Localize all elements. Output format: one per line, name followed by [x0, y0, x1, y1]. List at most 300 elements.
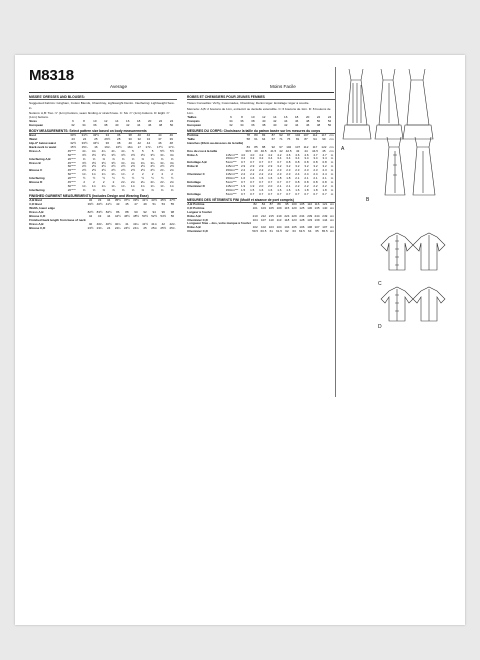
row-label: Blouse C: [29, 168, 43, 173]
cell: 47½: [169, 198, 176, 203]
fabrics-text: Suggested Fabrics: Gingham, Cotton Blends, Chambray, Lightweight Denim. Interfacing: Lightweight Sew-in.: [29, 101, 175, 110]
cell: 2½: [160, 164, 165, 169]
cell: 0.7: [304, 191, 309, 196]
cell: 32½: [70, 140, 77, 145]
cell: 0.8: [313, 160, 318, 165]
cell: ⅜: [170, 187, 174, 192]
fabric-width: 51cm***: [225, 160, 237, 165]
cell: 2.4: [304, 172, 309, 177]
cell: ⅜: [151, 156, 154, 161]
cell: 3.2: [304, 164, 309, 169]
cell: 4¾: [82, 148, 87, 153]
cell: 2.2: [295, 183, 300, 188]
fabric-width: 45"***: [67, 160, 76, 165]
cell: 0.8: [322, 160, 327, 165]
cell: 2: [161, 172, 164, 177]
cell: ⅜: [121, 156, 125, 161]
cell: 48: [316, 122, 321, 127]
cell: 0.8: [313, 179, 318, 184]
row-label: Dress A,B: [29, 221, 44, 226]
table-row: [29, 124, 177, 128]
cell: 102: [286, 144, 292, 149]
cell: 0.7: [295, 191, 300, 196]
cell: 46: [305, 122, 310, 127]
row-label: European: [29, 122, 44, 127]
unit: m: [330, 172, 334, 177]
cell: 3½: [140, 152, 145, 157]
cell: 56: [170, 213, 175, 218]
cell: 4.2: [259, 152, 264, 157]
cell: 107: [322, 225, 328, 230]
cell: 43: [295, 148, 300, 153]
row-label: Blouse C,D: [29, 225, 46, 230]
row-label: Dress B: [29, 160, 41, 165]
row-label: Blouse C,D: [29, 213, 46, 218]
cell: 0.7: [250, 191, 255, 196]
cell: 1.8: [277, 175, 282, 180]
cell: 104: [284, 225, 290, 230]
cell: 2.4: [313, 172, 318, 177]
cell: 17¼: [145, 144, 152, 149]
fabric-width: 150cm***: [225, 175, 239, 180]
cell: 2½: [140, 168, 145, 173]
cell: 28: [117, 137, 121, 142]
cell: 36: [117, 133, 121, 138]
cell: 37: [158, 137, 162, 142]
cell: 0.7: [250, 160, 255, 165]
cell: 34: [82, 122, 86, 127]
cell: 2.3: [286, 172, 291, 177]
cell: 103: [268, 225, 274, 230]
table-row: [187, 230, 335, 234]
cell: 2½: [91, 164, 97, 169]
cell: 3.2: [295, 164, 300, 169]
cell: 80: [254, 132, 258, 137]
cell: 17½: [156, 144, 163, 149]
french-column: [187, 94, 335, 234]
row-label: Bust: [29, 133, 36, 138]
cell: 16¾: [127, 144, 134, 149]
cell: 2½: [101, 164, 106, 169]
unit: cm: [329, 136, 334, 141]
cell: 94: [313, 136, 317, 141]
cell: 1¾: [121, 172, 126, 177]
cell: 2.9: [250, 164, 255, 169]
cell: ⅜: [141, 187, 145, 192]
cell: 107: [303, 132, 309, 137]
cell: 2.9: [241, 164, 246, 169]
cell: 1.6: [268, 175, 273, 180]
cell: 3.2: [241, 156, 246, 161]
cell: 2.1: [277, 183, 282, 188]
cell: 1¾: [160, 183, 165, 188]
cell: 64: [308, 229, 312, 234]
cell: 42: [279, 148, 283, 153]
cell: 2.1: [304, 175, 309, 180]
cell: 2.3: [277, 172, 282, 177]
cell: 2.2: [259, 168, 264, 173]
cell: 0.7: [259, 179, 264, 184]
cell: 32: [229, 122, 233, 127]
cell: 249: [322, 213, 328, 218]
cell: 44: [158, 133, 162, 138]
unit: m: [330, 156, 334, 161]
cell: 41½: [142, 198, 148, 203]
cell: 46: [158, 140, 162, 145]
cell: 102: [260, 225, 266, 230]
row-label: Dress A: [29, 148, 41, 153]
cell: 1¾: [170, 183, 175, 188]
cell: 36: [240, 118, 244, 123]
cell: 32: [137, 137, 141, 142]
fabric-width: 20"***: [67, 156, 76, 161]
cell: 3½: [101, 152, 106, 157]
cell: 30½: [70, 133, 77, 138]
cell: 2½: [121, 164, 126, 169]
cell: 107: [295, 144, 301, 149]
cell: 109: [276, 205, 282, 210]
cell: 42¼: [169, 221, 176, 226]
cell: 3.4: [286, 156, 291, 161]
body-measurements-title: MESURES DU CORPS: Choisissez la taille du patron basée sur les mesures du corps: [187, 129, 335, 134]
cell: 1.8: [322, 187, 327, 192]
cell: 2½: [130, 164, 136, 169]
cell: 42: [126, 122, 130, 127]
cell: 46: [169, 133, 173, 138]
cell: 3.4: [268, 156, 273, 161]
cell: ⅜: [102, 187, 105, 192]
cell: 97: [287, 132, 291, 137]
cell: 43½: [151, 198, 158, 203]
cell: 54½: [160, 213, 167, 218]
cell: 40: [128, 140, 132, 145]
cell: 1¾: [91, 172, 97, 177]
cell: 234: [299, 213, 305, 218]
cell: 40: [137, 133, 141, 138]
cell: 20: [305, 114, 310, 119]
cell: 46½: [123, 213, 130, 218]
cell: 4.6: [286, 152, 291, 157]
cell: 15½: [70, 144, 77, 149]
cell: ½: [112, 176, 115, 181]
cell: 50½: [142, 213, 148, 218]
cell: 0.8: [304, 179, 309, 184]
cell: 139: [314, 217, 320, 222]
cell: 2: [93, 180, 95, 185]
cell: 76: [287, 136, 291, 141]
row-label: Back-neck to waist: [29, 144, 57, 149]
cell: 5: [151, 148, 154, 153]
cell: ½: [102, 176, 105, 181]
fabrics-text: Tissus Conseillés: Vichy, Cotonnades, Chambray, Denim léger. Entoilage: léger à coudre.: [187, 101, 310, 106]
row-label: Entoilage: [187, 179, 201, 184]
row-label: C,D Poitrine: [187, 205, 205, 210]
cell: 1¾: [111, 172, 116, 177]
cell: 41½: [142, 221, 148, 226]
cell: 102: [295, 132, 301, 137]
cell: 1¾: [101, 183, 106, 188]
cell: 50: [327, 122, 332, 127]
cell: 121: [322, 201, 328, 206]
cell: 89: [277, 201, 281, 206]
cell: 78: [246, 132, 250, 137]
cell: 106: [299, 225, 305, 230]
cell: 65: [315, 229, 319, 234]
cell: 1.6: [277, 187, 282, 192]
cell: 4.0: [250, 152, 255, 157]
table-row: [29, 227, 177, 231]
view-d-illustration: [381, 287, 445, 321]
cell: 2½: [101, 168, 106, 173]
cell: 244: [314, 213, 320, 218]
row-label: Interfacing: [29, 187, 45, 192]
cell: 25: [143, 225, 147, 230]
unit: m: [330, 183, 334, 188]
cell: 2½: [150, 168, 155, 173]
cell: 2: [83, 180, 86, 185]
cell: 24: [327, 114, 332, 119]
cell: 3.2: [322, 164, 327, 169]
row-label: Interfacing: [29, 176, 45, 181]
cell: 36: [93, 122, 97, 127]
view-b-label: B: [366, 197, 370, 203]
cell: 1.6: [259, 187, 264, 192]
cell: 42: [273, 118, 277, 123]
cell: 1.6: [268, 187, 273, 192]
cell: 41½: [105, 202, 112, 207]
cell: 122: [321, 144, 327, 149]
cell: 3.2: [250, 156, 255, 161]
cell: 26½: [104, 137, 111, 142]
cell: 84½: [105, 209, 112, 214]
row-label: Dress A,B: [29, 209, 44, 214]
cell: 16½: [115, 144, 122, 149]
cell: 61: [269, 229, 273, 234]
cell: 2.2: [313, 183, 318, 188]
row-label: Waist: [29, 137, 38, 142]
section-title: MISSES' DRESSES AND BLOUSES:: [29, 95, 177, 100]
fabric-width: 60"***: [67, 164, 76, 169]
row-label: Français: [187, 118, 200, 123]
unit: cm: [329, 217, 334, 222]
cell: 36: [251, 122, 255, 127]
pattern-envelope-back: [15, 55, 465, 625]
cell: 100: [291, 201, 297, 206]
row-label: Hanches (23cm au-dessous de la taille): [187, 140, 244, 145]
cell: 0.7: [259, 191, 264, 196]
cell: 1.8: [313, 187, 318, 192]
english-column: [29, 94, 177, 230]
cell: 130: [307, 205, 313, 210]
cell: 2¼: [150, 180, 155, 185]
cell: 0.7: [250, 179, 255, 184]
cell: ⅜: [82, 156, 86, 161]
cell: 1.8: [286, 175, 291, 180]
cell: 55: [170, 202, 175, 207]
cell: 43: [97, 213, 102, 218]
fabric-width: 115cm***: [225, 183, 239, 188]
cell: 102: [252, 225, 258, 230]
row-label: Largeur à l'ourlet: [187, 209, 212, 214]
cell: 46: [147, 122, 152, 127]
cell: 42: [161, 221, 165, 226]
cell: 5: [141, 148, 144, 153]
cell: 2.2: [268, 172, 273, 177]
cell: 1¾: [121, 183, 126, 188]
fabric-width: 51cm***: [225, 179, 237, 184]
row-label: Entoilage A,B: [187, 160, 207, 165]
cell: 4.7: [313, 152, 318, 157]
cell: 3½: [111, 160, 116, 165]
row-label: A,B Bust: [29, 198, 42, 203]
cell: 1.5: [250, 187, 255, 192]
row-label: Finished back length from base of neck: [29, 217, 86, 222]
notions-text: Notions: A,B: Two ⅞" (1cm) buttons, seam binding or stretch lace. C: Six ⅞" (1cm) buttons. D: Eight ⅞" (1cm) buttons.: [29, 110, 170, 119]
cell: 48: [305, 118, 310, 123]
cell: 97: [279, 144, 283, 149]
cell: 2.0: [259, 183, 264, 188]
cell: 3½: [121, 152, 126, 157]
cell: 44.5: [312, 148, 318, 153]
cell: 38: [251, 118, 255, 123]
cell: 2: [112, 180, 115, 185]
cell: 3.2: [277, 164, 282, 169]
cell: 34: [229, 118, 233, 123]
cell: 0.7: [277, 160, 282, 165]
cell: 3½: [82, 160, 87, 165]
cell: 2: [102, 180, 105, 185]
cell: 1.8: [304, 187, 309, 192]
cell: 0.7: [286, 179, 291, 184]
cell: 3½: [130, 152, 136, 157]
cell: 4.7: [322, 152, 327, 157]
cell: 10: [251, 114, 255, 119]
cell: 0.7: [241, 179, 246, 184]
body-measurements-title: BODY MEASUREMENTS: Select pattern size based on body measurements: [29, 129, 177, 134]
cell: ½: [121, 176, 125, 181]
cell: 0.7: [259, 160, 264, 165]
cell: 25¾: [169, 225, 176, 230]
cell: 87: [271, 132, 275, 137]
cell: 38: [262, 122, 266, 127]
cell: 118: [284, 217, 290, 222]
cell: 85: [254, 144, 258, 149]
cell: 0.7: [277, 191, 282, 196]
unit: m: [330, 187, 334, 192]
cell: 41: [125, 221, 129, 226]
fabric-width: 45"***: [67, 180, 76, 185]
cell: 36: [105, 140, 109, 145]
finished-measurements-title: FINISHED GARMENT MEASUREMENTS (Includes Design and Wearing Ease): [29, 194, 177, 199]
cell: 38: [117, 140, 121, 145]
cell: 239: [307, 213, 313, 218]
cell: 65.5: [321, 229, 328, 234]
cell: 87: [304, 136, 308, 141]
cell: 2.4: [322, 172, 327, 177]
cell: ⅜: [131, 187, 135, 192]
finished-measurements-table: [187, 203, 335, 234]
cell: 116: [314, 201, 320, 206]
cell: 215: [268, 213, 274, 218]
cell: ½: [141, 176, 145, 181]
cell: 120: [291, 205, 297, 210]
table-row: [29, 189, 177, 193]
cell: 8: [83, 118, 85, 123]
cell: 123: [291, 217, 297, 222]
cell: 24: [169, 118, 174, 123]
cell: 2.2: [250, 172, 255, 177]
cell: 133: [307, 217, 313, 222]
cell: 90: [134, 209, 138, 214]
cell: 34: [240, 122, 244, 127]
cell: 117: [312, 144, 318, 149]
cell: 14: [115, 118, 119, 123]
unit: m: [330, 179, 334, 184]
fabric-width: 45"***: [67, 148, 76, 153]
cell: 84: [261, 201, 266, 206]
cell: 42: [137, 140, 141, 145]
view-illustrations: [337, 65, 461, 355]
cell: 2.1: [286, 183, 291, 188]
cell: ½: [131, 176, 135, 181]
fabric-width: 20"***: [67, 187, 76, 192]
unit: cm: [329, 205, 334, 210]
cell: ½: [82, 176, 86, 181]
cell: 0.7: [286, 191, 291, 196]
fabric-width: 20"***: [67, 176, 76, 181]
cell: 4¾: [91, 148, 97, 153]
cell: 83½: [96, 209, 103, 214]
cell: 24¼: [114, 225, 121, 230]
view-c-illustration: [381, 233, 445, 270]
section-title: ROBES ET CHEMISIERS POUR JEUNES FEMMES: [187, 95, 335, 100]
fabric-width: 150cm***: [225, 168, 239, 173]
row-label: Hip-9" below waist: [29, 140, 56, 145]
fabric-width: 150cm***: [225, 187, 239, 192]
cell: 2.4: [295, 172, 300, 177]
cell: 1¾: [130, 183, 136, 188]
cell: 3¾: [130, 160, 136, 165]
cell: 5½: [170, 148, 175, 153]
sizes-table: [29, 120, 177, 128]
row-label: Robe A: [187, 152, 198, 157]
cell: 4¾: [101, 148, 106, 153]
cell: 12: [262, 114, 266, 119]
cell: 2½: [111, 164, 116, 169]
cell: 39½: [133, 198, 139, 203]
fabric-width: 60"***: [67, 172, 76, 177]
unit: cm: [329, 229, 334, 234]
cell: 2.3: [286, 168, 291, 173]
cell: 59.5: [252, 229, 259, 234]
difficulty-fr: Moins Facile: [270, 84, 296, 89]
cell: 40¼: [96, 221, 103, 226]
cell: 22: [158, 118, 163, 123]
cell: 67: [271, 136, 275, 141]
cell: 34: [146, 137, 151, 142]
cell: 3¾: [170, 160, 175, 165]
cell: 99: [322, 136, 326, 141]
column-divider: [335, 67, 336, 397]
cell: 2.2: [304, 183, 309, 188]
cell: 3¾: [121, 160, 126, 165]
unit: m: [330, 152, 334, 157]
unit: m: [330, 191, 334, 196]
cell: 4.2: [268, 152, 273, 157]
cell: 2½: [140, 164, 145, 169]
cell: 47: [134, 202, 138, 207]
cell: ⅜: [141, 156, 145, 161]
